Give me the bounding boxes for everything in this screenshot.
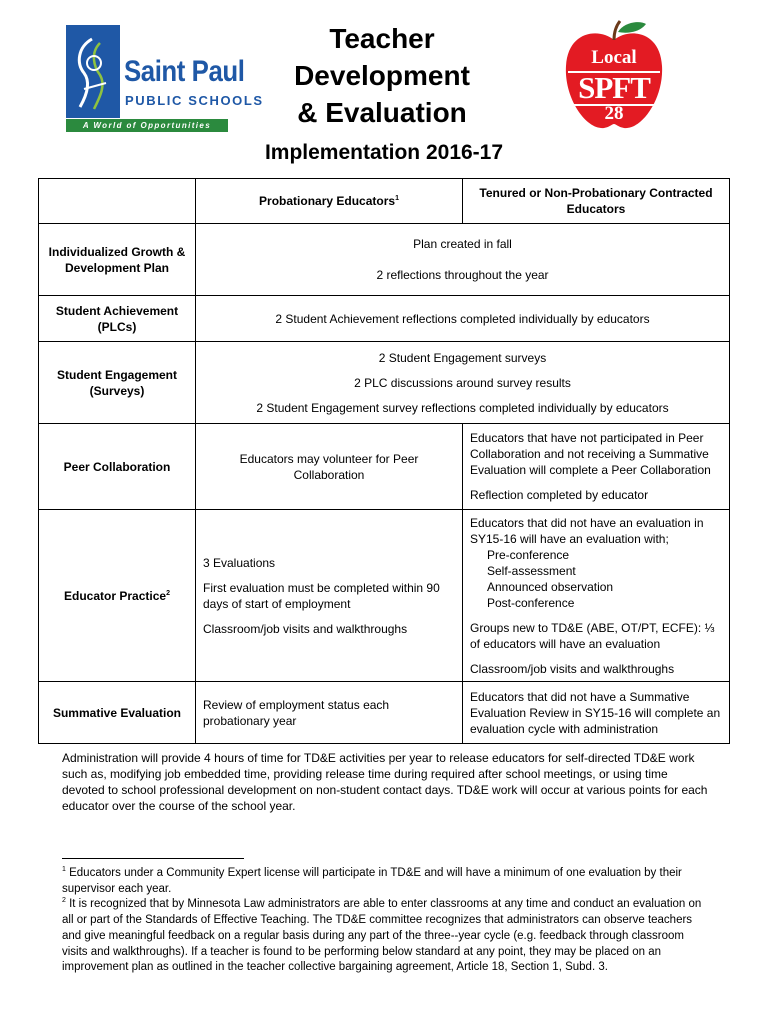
logo-name: Saint Paul	[124, 55, 245, 88]
evaluation-table	[38, 178, 730, 744]
footnote: $^1$ Educators under a Community Expert license will participate in TD&E and will have a minimum of one evaluation by their supervisor each year.	[62, 866, 682, 895]
row-label: Educator Practice$^2$	[39, 510, 196, 682]
table-cell: Educators that have not participated in Peer Collaboration and not receiving a Summative Evaluation will complete a Peer Collaboration Reflection completed by educator	[463, 424, 730, 510]
table-header-row	[39, 179, 730, 224]
list-item: Post-conference	[487, 595, 575, 610]
logo-figure-icon	[70, 33, 116, 113]
footnotes	[62, 866, 712, 976]
table-cell: 2 Student Engagement surveys 2 PLC discussions around survey results 2 Student Engagement survey reflections completed individually by educators	[196, 342, 730, 424]
list-item: Self-assessment	[487, 563, 576, 578]
row-label: Peer Collaboration	[39, 424, 196, 510]
table-row	[39, 510, 730, 682]
page-title	[262, 20, 502, 131]
col-header-tenured: Tenured or Non-Probationary Contracted Educators	[463, 179, 730, 224]
title-line: Teacher	[329, 23, 435, 54]
table-row	[39, 424, 730, 510]
col-header-probationary: Probationary Educators$^1$	[196, 179, 463, 224]
table-cell: Educators that did not have an evaluation in SY15-16 will have an evaluation with; Pre-conference Self-assessment Announced observation Post-conference Groups new to TD&E (ABE, OT/PT, ECFE): ⅓ of educators will have an evaluation Classroom/job visits and walkthroughs	[463, 510, 730, 682]
table-cell: Plan created in fall 2 reflections throughout the year	[196, 224, 730, 296]
saint-paul-public-schools-logo	[66, 25, 264, 132]
table-row	[39, 682, 730, 744]
spft-local-text: Local	[591, 47, 637, 68]
spft-number-text: 28	[604, 103, 624, 124]
row-label: Student Engagement (Surveys)	[39, 342, 196, 424]
table-cell: Educators that did not have a Summative Evaluation Review in SY15-16 will complete an evaluation cycle with administration	[463, 682, 730, 744]
spft-local-28-logo	[560, 18, 668, 133]
table-cell: 3 Evaluations First evaluation must be completed within 90 days of start of employment Classroom/job visits and walkthroughs	[196, 510, 463, 682]
list-item: Pre-conference	[487, 547, 570, 562]
spft-name-text: SPFT	[578, 70, 650, 105]
title-line: & Evaluation	[297, 97, 467, 128]
list-item: Announced observation	[487, 579, 614, 594]
table-cell: Educators may volunteer for Peer Collaboration	[196, 424, 463, 510]
row-label: Student Achievement (PLCs)	[39, 296, 196, 342]
table-cell: 2 Student Achievement reflections completed individually by educators	[196, 296, 730, 342]
footnote-divider	[62, 858, 244, 859]
row-label: Individualized Growth & Development Plan	[39, 224, 196, 296]
title-line: Development	[294, 60, 470, 91]
logo-subname: PUBLIC SCHOOLS	[125, 93, 264, 108]
footnote: $^2$ It is recognized that by Minnesota Law administrators are able to enter classrooms at any time and conduct an evaluation on all or part of the Standards of Effective Teaching. The TD&E committee recognizes that administrators can observe teachers and give meaningful feedback on a regular basis during any part of the three--year cycle (e.g. feedback through classroom visits and walkthroughs). If a teacher is found to be performing below standard at any point, they may be placed on an improvement plan as outlined in the teacher collective bargaining agreement, Article 18, Section 1, Subd. 3.	[62, 897, 702, 974]
page-subtitle: Implementation 2016-17	[264, 141, 504, 164]
table-row	[39, 296, 730, 342]
row-label: Summative Evaluation	[39, 682, 196, 744]
table-row	[39, 224, 730, 296]
body-paragraph: Administration will provide 4 hours of time for TD&E activities per year to release educators for self-directed TD&E work such as, modifying job embedded time, providing release time during required after school meetings, or using time devoted to school professional development on non-student contact days. TD&E work will occur at various points for each educator over the course of the school year.	[62, 751, 708, 813]
table-cell: Review of employment status each probationary year	[196, 682, 463, 744]
logo-tagline: A World of Opportunities	[66, 119, 228, 132]
empty-corner-cell	[39, 179, 196, 224]
table-row	[39, 342, 730, 424]
